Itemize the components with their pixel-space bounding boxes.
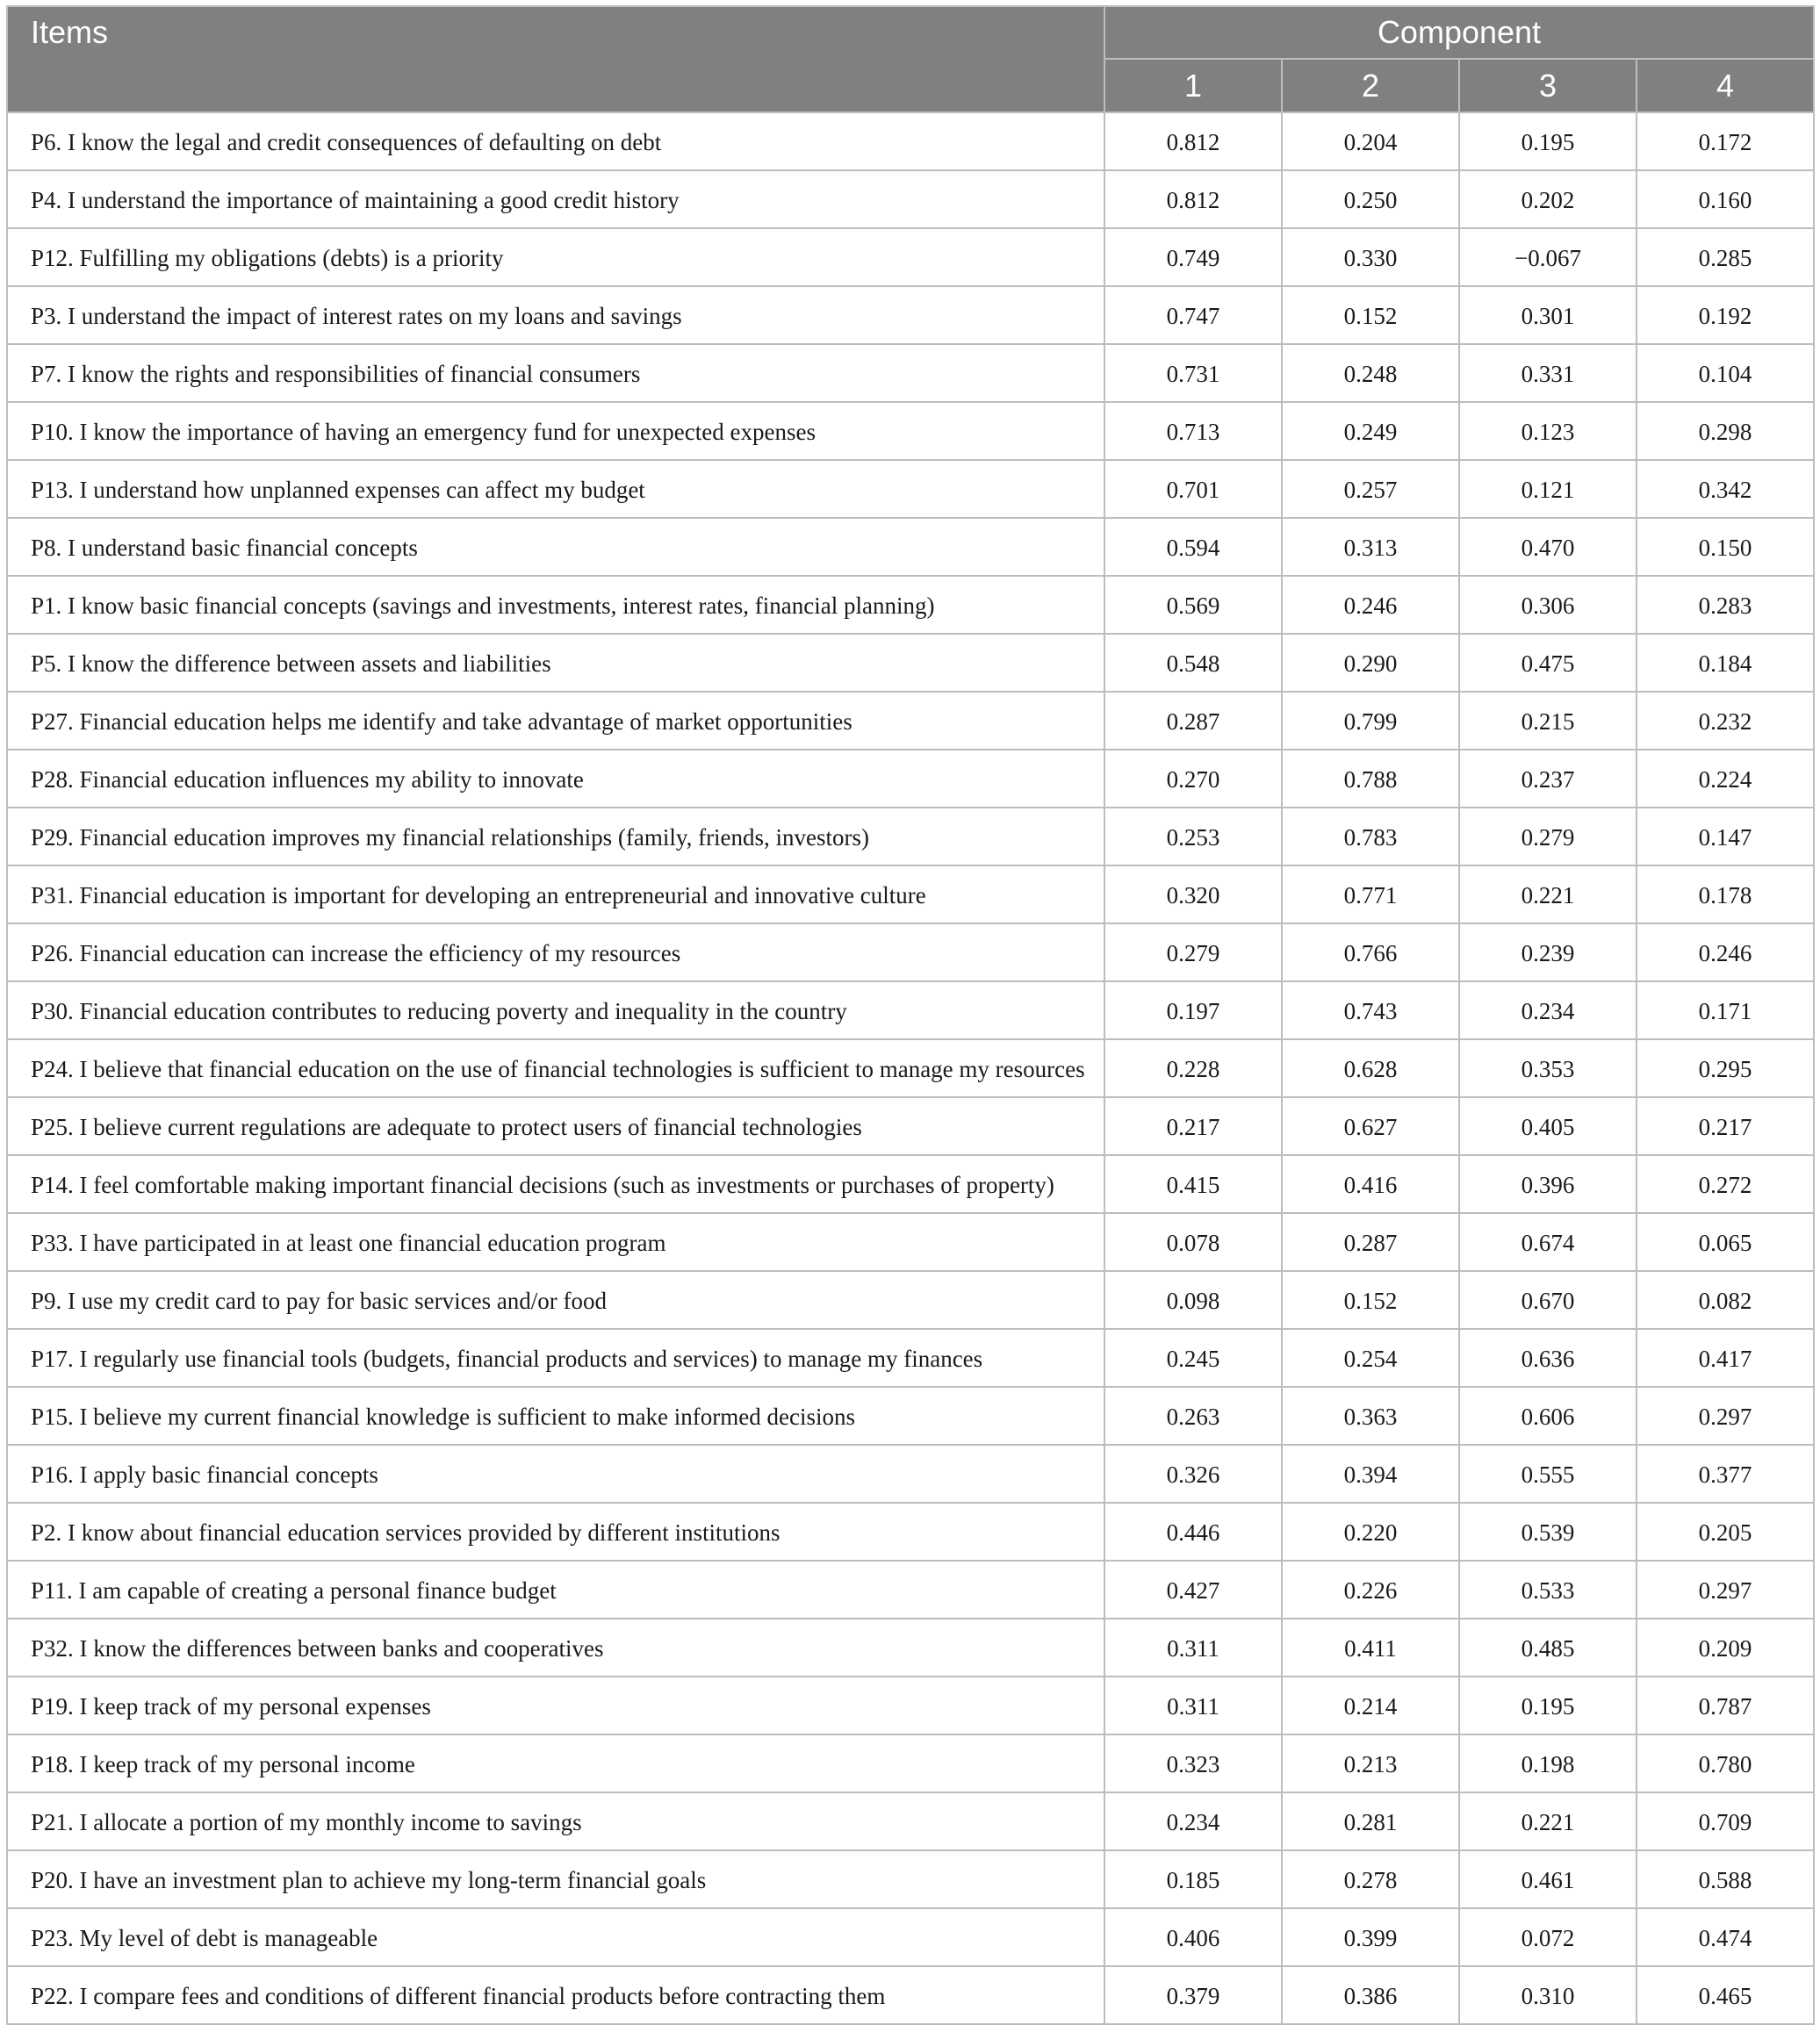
- loading-cell-component-4: 0.297: [1637, 1387, 1814, 1445]
- loading-cell-component-2: 0.214: [1282, 1677, 1459, 1734]
- item-cell: P17. I regularly use financial tools (budgets, financial products and services) to manage my finances: [7, 1329, 1104, 1387]
- item-cell: P6. I know the legal and credit consequences of defaulting on debt: [7, 112, 1104, 170]
- loading-cell-component-1: 0.427: [1104, 1561, 1282, 1619]
- item-cell: P4. I understand the importance of maintaining a good credit history: [7, 170, 1104, 228]
- table-row: [7, 1271, 1814, 1329]
- item-cell: P21. I allocate a portion of my monthly income to savings: [7, 1792, 1104, 1850]
- loading-cell-component-2: 0.363: [1282, 1387, 1459, 1445]
- loading-cell-component-1: 0.415: [1104, 1155, 1282, 1213]
- item-cell: P10. I know the importance of having an emergency fund for unexpected expenses: [7, 402, 1104, 460]
- item-cell: P30. Financial education contributes to reducing poverty and inequality in the country: [7, 981, 1104, 1039]
- loading-cell-component-3: 0.239: [1459, 923, 1637, 981]
- loading-cell-component-3: 0.279: [1459, 808, 1637, 865]
- loading-cell-component-1: 0.701: [1104, 460, 1282, 518]
- loading-cell-component-1: 0.320: [1104, 865, 1282, 923]
- loading-cell-component-4: 0.377: [1637, 1445, 1814, 1503]
- table-row: [7, 923, 1814, 981]
- component-2-header: 2: [1282, 59, 1459, 112]
- loading-cell-component-2: 0.249: [1282, 402, 1459, 460]
- loading-cell-component-3: 0.405: [1459, 1097, 1637, 1155]
- item-cell: P26. Financial education can increase the efficiency of my resources: [7, 923, 1104, 981]
- loading-cell-component-4: 0.465: [1637, 1966, 1814, 2024]
- table-row: [7, 1792, 1814, 1850]
- table-row: [7, 1734, 1814, 1792]
- loading-cell-component-2: 0.204: [1282, 112, 1459, 170]
- loading-cell-component-1: 0.098: [1104, 1271, 1282, 1329]
- loading-cell-component-1: 0.234: [1104, 1792, 1282, 1850]
- loading-cell-component-3: 0.215: [1459, 692, 1637, 750]
- loading-cell-component-4: 0.787: [1637, 1677, 1814, 1734]
- table-row: [7, 112, 1814, 170]
- loading-cell-component-2: 0.254: [1282, 1329, 1459, 1387]
- loading-cell-component-4: 0.209: [1637, 1619, 1814, 1677]
- loading-cell-component-3: 0.636: [1459, 1329, 1637, 1387]
- loading-cell-component-3: 0.555: [1459, 1445, 1637, 1503]
- item-cell: P19. I keep track of my personal expenses: [7, 1677, 1104, 1734]
- item-cell: P18. I keep track of my personal income: [7, 1734, 1104, 1792]
- loading-cell-component-3: 0.202: [1459, 170, 1637, 228]
- loading-cell-component-4: 0.178: [1637, 865, 1814, 923]
- component-loadings-table: [6, 5, 1815, 2025]
- item-cell: P22. I compare fees and conditions of different financial products before contracting them: [7, 1966, 1104, 2024]
- loading-cell-component-3: 0.485: [1459, 1619, 1637, 1677]
- loading-cell-component-4: 0.298: [1637, 402, 1814, 460]
- loading-cell-component-3: −0.067: [1459, 228, 1637, 286]
- loading-cell-component-2: 0.766: [1282, 923, 1459, 981]
- item-cell: P28. Financial education influences my ability to innovate: [7, 750, 1104, 808]
- loading-cell-component-4: 0.709: [1637, 1792, 1814, 1850]
- items-column-header: Items: [7, 6, 1104, 112]
- loading-cell-component-2: 0.220: [1282, 1503, 1459, 1561]
- loading-cell-component-2: 0.394: [1282, 1445, 1459, 1503]
- table-row: [7, 1619, 1814, 1677]
- item-cell: P14. I feel comfortable making important financial decisions (such as investments or purchases of property): [7, 1155, 1104, 1213]
- item-cell: P3. I understand the impact of interest rates on my loans and savings: [7, 286, 1104, 344]
- loading-cell-component-2: 0.246: [1282, 576, 1459, 634]
- loading-cell-component-3: 0.331: [1459, 344, 1637, 402]
- loading-cell-component-2: 0.250: [1282, 170, 1459, 228]
- item-cell: P31. Financial education is important for developing an entrepreneurial and innovative culture: [7, 865, 1104, 923]
- loading-cell-component-3: 0.072: [1459, 1908, 1637, 1966]
- table-row: [7, 1966, 1814, 2024]
- loading-cell-component-3: 0.195: [1459, 1677, 1637, 1734]
- loading-cell-component-2: 0.290: [1282, 634, 1459, 692]
- item-cell: P8. I understand basic financial concepts: [7, 518, 1104, 576]
- loading-cell-component-3: 0.606: [1459, 1387, 1637, 1445]
- loading-cell-component-1: 0.311: [1104, 1677, 1282, 1734]
- table-row: [7, 402, 1814, 460]
- loading-cell-component-1: 0.326: [1104, 1445, 1282, 1503]
- table-row: [7, 1850, 1814, 1908]
- loading-cell-component-4: 0.295: [1637, 1039, 1814, 1097]
- table-row: [7, 286, 1814, 344]
- loading-cell-component-3: 0.234: [1459, 981, 1637, 1039]
- loading-cell-component-2: 0.799: [1282, 692, 1459, 750]
- table-row: [7, 1387, 1814, 1445]
- table-row: [7, 1329, 1814, 1387]
- table-row: [7, 228, 1814, 286]
- item-cell: P11. I am capable of creating a personal finance budget: [7, 1561, 1104, 1619]
- loading-cell-component-4: 0.342: [1637, 460, 1814, 518]
- loading-cell-component-3: 0.123: [1459, 402, 1637, 460]
- loading-cell-component-4: 0.192: [1637, 286, 1814, 344]
- loading-cell-component-2: 0.213: [1282, 1734, 1459, 1792]
- loading-cell-component-1: 0.713: [1104, 402, 1282, 460]
- table-row: [7, 170, 1814, 228]
- loading-cell-component-3: 0.533: [1459, 1561, 1637, 1619]
- loading-cell-component-4: 0.104: [1637, 344, 1814, 402]
- loading-cell-component-4: 0.224: [1637, 750, 1814, 808]
- loading-cell-component-4: 0.065: [1637, 1213, 1814, 1271]
- component-3-header: 3: [1459, 59, 1637, 112]
- loading-cell-component-3: 0.674: [1459, 1213, 1637, 1271]
- loading-cell-component-2: 0.313: [1282, 518, 1459, 576]
- loading-cell-component-1: 0.446: [1104, 1503, 1282, 1561]
- item-cell: P29. Financial education improves my financial relationships (family, friends, investors): [7, 808, 1104, 865]
- loading-cell-component-1: 0.253: [1104, 808, 1282, 865]
- table-row: [7, 865, 1814, 923]
- loading-cell-component-1: 0.594: [1104, 518, 1282, 576]
- loading-cell-component-1: 0.245: [1104, 1329, 1282, 1387]
- loading-cell-component-1: 0.812: [1104, 112, 1282, 170]
- loading-cell-component-3: 0.670: [1459, 1271, 1637, 1329]
- table-row: [7, 981, 1814, 1039]
- table-row: [7, 460, 1814, 518]
- loading-cell-component-3: 0.475: [1459, 634, 1637, 692]
- item-cell: P20. I have an investment plan to achieve my long-term financial goals: [7, 1850, 1104, 1908]
- loading-cell-component-1: 0.185: [1104, 1850, 1282, 1908]
- loading-cell-component-3: 0.461: [1459, 1850, 1637, 1908]
- table-row: [7, 576, 1814, 634]
- loading-cell-component-1: 0.311: [1104, 1619, 1282, 1677]
- loading-cell-component-1: 0.749: [1104, 228, 1282, 286]
- loading-cell-component-1: 0.078: [1104, 1213, 1282, 1271]
- loading-cell-component-3: 0.539: [1459, 1503, 1637, 1561]
- loading-cell-component-2: 0.257: [1282, 460, 1459, 518]
- item-cell: P15. I believe my current financial knowledge is sufficient to make informed decisions: [7, 1387, 1104, 1445]
- loading-cell-component-4: 0.780: [1637, 1734, 1814, 1792]
- item-cell: P24. I believe that financial education on the use of financial technologies is sufficient to manage my resources: [7, 1039, 1104, 1097]
- loading-cell-component-1: 0.197: [1104, 981, 1282, 1039]
- item-cell: P33. I have participated in at least one financial education program: [7, 1213, 1104, 1271]
- table-body: [7, 112, 1814, 2024]
- loading-cell-component-1: 0.406: [1104, 1908, 1282, 1966]
- item-cell: P16. I apply basic financial concepts: [7, 1445, 1104, 1503]
- loading-cell-component-1: 0.263: [1104, 1387, 1282, 1445]
- loading-cell-component-1: 0.379: [1104, 1966, 1282, 2024]
- loading-cell-component-3: 0.301: [1459, 286, 1637, 344]
- loading-cell-component-1: 0.323: [1104, 1734, 1282, 1792]
- loading-cell-component-3: 0.237: [1459, 750, 1637, 808]
- item-cell: P12. Fulfilling my obligations (debts) is a priority: [7, 228, 1104, 286]
- loading-cell-component-3: 0.306: [1459, 576, 1637, 634]
- loading-cell-component-2: 0.783: [1282, 808, 1459, 865]
- table-row: [7, 1503, 1814, 1561]
- loading-cell-component-2: 0.287: [1282, 1213, 1459, 1271]
- table-row: [7, 1561, 1814, 1619]
- loading-cell-component-3: 0.221: [1459, 1792, 1637, 1850]
- loading-cell-component-1: 0.279: [1104, 923, 1282, 981]
- loading-cell-component-4: 0.184: [1637, 634, 1814, 692]
- table-row: [7, 692, 1814, 750]
- loading-cell-component-3: 0.195: [1459, 112, 1637, 170]
- item-cell: P7. I know the rights and responsibilities of financial consumers: [7, 344, 1104, 402]
- table-row: [7, 1908, 1814, 1966]
- loading-cell-component-4: 0.217: [1637, 1097, 1814, 1155]
- table-row: [7, 518, 1814, 576]
- loading-cell-component-3: 0.396: [1459, 1155, 1637, 1213]
- loading-cell-component-4: 0.297: [1637, 1561, 1814, 1619]
- loading-cell-component-2: 0.416: [1282, 1155, 1459, 1213]
- loading-cell-component-3: 0.470: [1459, 518, 1637, 576]
- loading-cell-component-2: 0.788: [1282, 750, 1459, 808]
- table-row: [7, 1097, 1814, 1155]
- table-row: [7, 808, 1814, 865]
- component-4-header: 4: [1637, 59, 1814, 112]
- item-cell: P32. I know the differences between banks and cooperatives: [7, 1619, 1104, 1677]
- loading-cell-component-1: 0.228: [1104, 1039, 1282, 1097]
- loading-cell-component-2: 0.743: [1282, 981, 1459, 1039]
- loading-cell-component-1: 0.569: [1104, 576, 1282, 634]
- loading-cell-component-2: 0.281: [1282, 1792, 1459, 1850]
- loading-cell-component-2: 0.226: [1282, 1561, 1459, 1619]
- loading-cell-component-2: 0.628: [1282, 1039, 1459, 1097]
- loading-cell-component-4: 0.171: [1637, 981, 1814, 1039]
- loading-cell-component-3: 0.121: [1459, 460, 1637, 518]
- loading-cell-component-3: 0.221: [1459, 865, 1637, 923]
- table-row: [7, 1677, 1814, 1734]
- loading-cell-component-3: 0.310: [1459, 1966, 1637, 2024]
- loading-cell-component-1: 0.731: [1104, 344, 1282, 402]
- table-row: [7, 1445, 1814, 1503]
- loading-cell-component-4: 0.150: [1637, 518, 1814, 576]
- table-row: [7, 634, 1814, 692]
- loading-cell-component-4: 0.172: [1637, 112, 1814, 170]
- loading-cell-component-2: 0.627: [1282, 1097, 1459, 1155]
- loading-cell-component-4: 0.205: [1637, 1503, 1814, 1561]
- table-row: [7, 1213, 1814, 1271]
- loading-cell-component-2: 0.411: [1282, 1619, 1459, 1677]
- item-cell: P5. I know the difference between assets and liabilities: [7, 634, 1104, 692]
- loading-cell-component-2: 0.330: [1282, 228, 1459, 286]
- item-cell: P9. I use my credit card to pay for basic services and/or food: [7, 1271, 1104, 1329]
- loading-cell-component-1: 0.548: [1104, 634, 1282, 692]
- loading-cell-component-4: 0.588: [1637, 1850, 1814, 1908]
- loading-cell-component-4: 0.272: [1637, 1155, 1814, 1213]
- loading-cell-component-4: 0.232: [1637, 692, 1814, 750]
- table-row: [7, 1155, 1814, 1213]
- table-row: [7, 1039, 1814, 1097]
- loading-cell-component-2: 0.152: [1282, 286, 1459, 344]
- table-row: [7, 344, 1814, 402]
- item-cell: P2. I know about financial education services provided by different institutions: [7, 1503, 1104, 1561]
- item-cell: P1. I know basic financial concepts (savings and investments, interest rates, financial planning): [7, 576, 1104, 634]
- item-cell: P23. My level of debt is manageable: [7, 1908, 1104, 1966]
- loading-cell-component-1: 0.287: [1104, 692, 1282, 750]
- item-cell: P25. I believe current regulations are adequate to protect users of financial technologies: [7, 1097, 1104, 1155]
- item-cell: P13. I understand how unplanned expenses can affect my budget: [7, 460, 1104, 518]
- loading-cell-component-4: 0.160: [1637, 170, 1814, 228]
- component-column-header: Component: [1104, 6, 1814, 59]
- loading-cell-component-2: 0.152: [1282, 1271, 1459, 1329]
- loading-cell-component-4: 0.082: [1637, 1271, 1814, 1329]
- loading-cell-component-1: 0.747: [1104, 286, 1282, 344]
- loading-cell-component-1: 0.217: [1104, 1097, 1282, 1155]
- loading-cell-component-1: 0.812: [1104, 170, 1282, 228]
- loading-cell-component-4: 0.283: [1637, 576, 1814, 634]
- loading-cell-component-1: 0.270: [1104, 750, 1282, 808]
- loading-cell-component-4: 0.285: [1637, 228, 1814, 286]
- component-1-header: 1: [1104, 59, 1282, 112]
- loading-cell-component-2: 0.278: [1282, 1850, 1459, 1908]
- loading-cell-component-4: 0.246: [1637, 923, 1814, 981]
- loading-cell-component-2: 0.399: [1282, 1908, 1459, 1966]
- loading-cell-component-2: 0.248: [1282, 344, 1459, 402]
- loading-cell-component-4: 0.474: [1637, 1908, 1814, 1966]
- loading-cell-component-2: 0.386: [1282, 1966, 1459, 2024]
- loading-cell-component-3: 0.198: [1459, 1734, 1637, 1792]
- loading-cell-component-3: 0.353: [1459, 1039, 1637, 1097]
- loading-cell-component-4: 0.417: [1637, 1329, 1814, 1387]
- loading-cell-component-4: 0.147: [1637, 808, 1814, 865]
- table-header: [7, 6, 1814, 112]
- item-cell: P27. Financial education helps me identify and take advantage of market opportunities: [7, 692, 1104, 750]
- loading-cell-component-2: 0.771: [1282, 865, 1459, 923]
- table-row: [7, 750, 1814, 808]
